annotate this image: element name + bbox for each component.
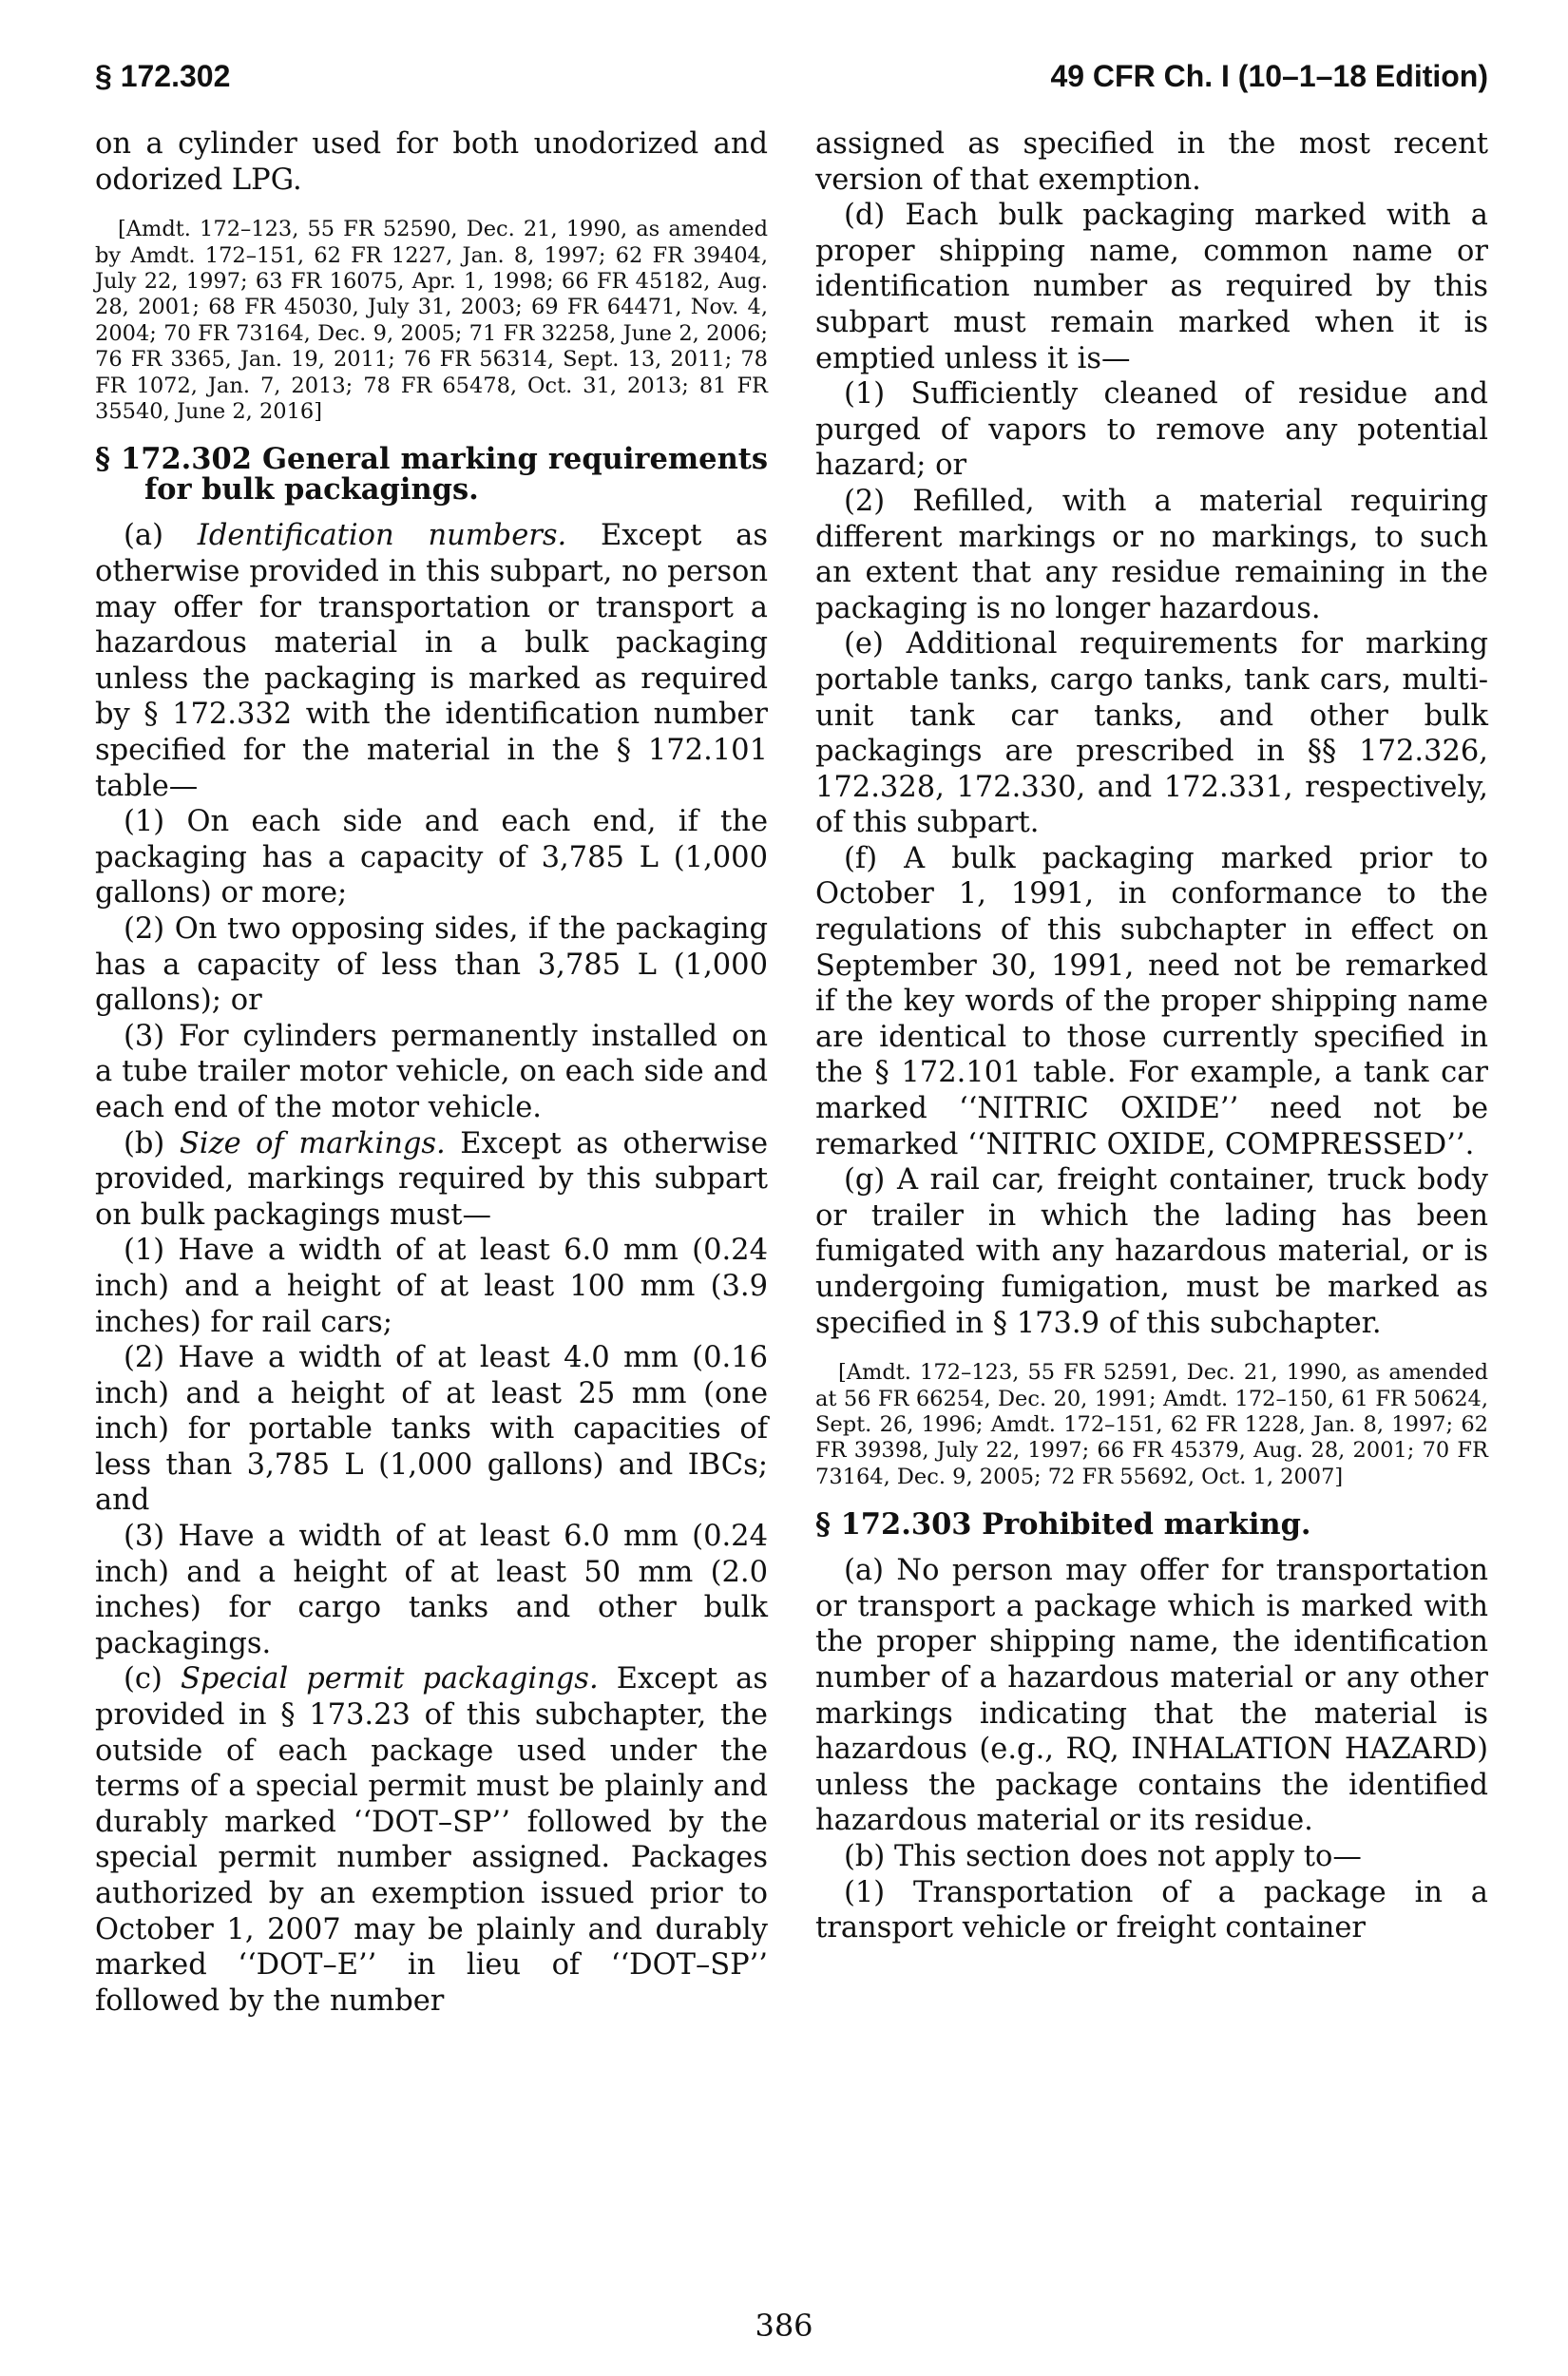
paragraph-b-label: (b)	[124, 1126, 165, 1160]
paragraph-e: (e) Additional requirements for marking portable tanks, cargo tanks, tank cars, multi-unit tank car tanks, and other bulk packagings are prescribed in §§ 172.326, 172.328, 172.330, and 172.331, respectively, of this subpart.	[815, 627, 1488, 840]
running-head-section: § 172.302	[95, 59, 231, 93]
paragraph-a3: (3) For cylinders permanently installed on a tube trailer motor vehicle, on each side and each end of the motor vehicle.	[95, 1019, 768, 1124]
paragraph-b1: (1) Have a width of at least 6.0 mm (0.24 inch) and a height of at least 100 mm (3.9 inches) for rail cars;	[95, 1234, 768, 1339]
section-heading-172-302: § 172.302 General marking requirements for bulk packagings.	[95, 442, 768, 508]
paragraph-a-text: Except as otherwise provided in this subpart, no person may offer for transportation or transport a hazardous material in a bulk packaging unless the packaging is marked as required by § 172.332 with the identification number specified for the material in the § 172.101 table—	[95, 519, 768, 803]
amendment-citation: [Amdt. 172–123, 55 FR 52591, Dec. 21, 1990, as amended at 56 FR 66254, Dec. 20, 1991; Amdt. 172–150, 61 FR 50624, Sept. 26, 1996; Amdt. 172–151, 62 FR 1228, Jan. 8, 1997; 62 FR 39398, July 22, 1997; 66 FR 45379, Aug. 28, 2001; 70 FR 73164, Dec. 9, 2005; 72 FR 55692, Oct. 1, 2007]	[815, 1360, 1488, 1489]
paragraph-a-title: Identification numbers.	[197, 519, 567, 553]
paragraph-b	[95, 1126, 768, 1234]
running-head-title: 49 CFR Ch. I (10–1–18 Edition)	[1050, 59, 1488, 93]
paragraph-d: (d) Each bulk packaging marked with a proper shipping name, common name or identification number as required by this subpart must remain marked when it is emptied unless it is—	[815, 199, 1488, 375]
paragraph-a2: (2) On two opposing sides, if the packaging has a capacity of less than 3,785 L (1,000 gallons); or	[95, 911, 768, 1018]
paragraph-c-label: (c)	[124, 1662, 163, 1696]
paragraph-a1: (1) On each side and each end, if the packaging has a capacity of 3,785 L (1,000 gallons) or more;	[95, 805, 768, 910]
page-number: 386	[755, 2308, 813, 2344]
right-column	[815, 126, 1488, 1946]
paragraph-303-a: (a) No person may offer for transportation or transport a package which is marked with the proper shipping name, the identification number of a hazardous material or any other markings indicating that the material is hazardous (e.g., RQ, INHALATION HAZARD) unless the package contains the identified hazardous material or its residue.	[815, 1554, 1488, 1838]
paragraph-d1: (1) Sufficiently cleaned of residue and purged of vapors to remove any potential hazard; or	[815, 377, 1488, 483]
paragraph-f: (f) A bulk packaging marked prior to October 1, 1991, in conformance to the regulations of this subchapter in effect on September 30, 1991, need not be remarked if the key words of the proper shipping name are identical to those currently specified in the § 172.101 table. For example, a tank car marked ‘‘NITRIC OXIDE’’ need not be remarked ‘‘NITRIC OXIDE, COMPRESSED’’.	[815, 841, 1488, 1161]
amendment-citation: [Amdt. 172–123, 55 FR 52590, Dec. 21, 1990, as amended by Amdt. 172–151, 62 FR 1227, Jan. 8, 1997; 62 FR 39404, July 22, 1997; 63 FR 16075, Apr. 1, 1998; 66 FR 45182, Aug. 28, 2001; 68 FR 45030, July 31, 2003; 69 FR 64471, Nov. 4, 2004; 70 FR 73164, Dec. 9, 2005; 71 FR 32258, June 2, 2006; 76 FR 3365, Jan. 19, 2011; 76 FR 56314, Sept. 13, 2011; 78 FR 1072, Jan. 7, 2013; 78 FR 65478, Oct. 31, 2013; 81 FR 35540, June 2, 2016]	[95, 217, 768, 425]
running-head	[95, 59, 1488, 105]
paragraph-g: (g) A rail car, freight container, truck body or trailer in which the lading has been fumigated with any hazardous material, or is undergoing fumigation, must be marked as specified in § 173.9 of this subchapter.	[815, 1163, 1488, 1340]
paragraph-303-b: (b) This section does not apply to—	[844, 1839, 1362, 1873]
paragraph-b-text: Except as otherwise provided, markings required by this subpart on bulk packagings must—	[95, 1126, 769, 1232]
paragraph-b-title: Size of markings.	[179, 1126, 446, 1160]
left-column	[95, 126, 768, 2019]
paragraph-b2: (2) Have a width of at least 4.0 mm (0.16 inch) and a height of at least 25 mm (one inch) for portable tanks with capacities of less than 3,785 L (1,000 gallons) and IBCs; and	[95, 1341, 768, 1518]
paragraph-a-label: (a)	[124, 519, 163, 553]
paragraph-c-text: Except as provided in § 173.23 of this subchapter, the outside of each package used under the terms of a special permit must be plainly and durably marked ‘‘DOT–SP’’ followed by the special permit number assigned. Packages authorized by an exemption issued prior to October 1, 2007 may be plainly and durably marked ‘‘DOT–E’’ in lieu of ‘‘DOT–SP’’ followed by the number	[95, 1662, 768, 2018]
paragraph-b3: (3) Have a width of at least 6.0 mm (0.24 inch) and a height of at least 50 mm (2.0 inches) for cargo tanks and other bulk packagings.	[95, 1520, 768, 1660]
paragraph-continuation: on a cylinder used for both unodorized and odorized LPG.	[95, 127, 768, 197]
paragraph-d2: (2) Refilled, with a material requiring different markings or no markings, to such an extent that any residue remaining in the packaging is no longer hazardous.	[815, 484, 1488, 625]
paragraph-a	[95, 518, 768, 804]
section-heading-172-303: § 172.303 Prohibited marking.	[815, 1507, 1311, 1542]
paragraph-c-continuation: assigned as specified in the most recent version of that exemption.	[815, 127, 1488, 197]
paragraph-c	[95, 1661, 768, 2019]
paragraph-c-title: Special permit packagings.	[180, 1662, 599, 1696]
paragraph-303-b1: (1) Transportation of a package in a transport vehicle or freight container	[815, 1875, 1488, 1945]
